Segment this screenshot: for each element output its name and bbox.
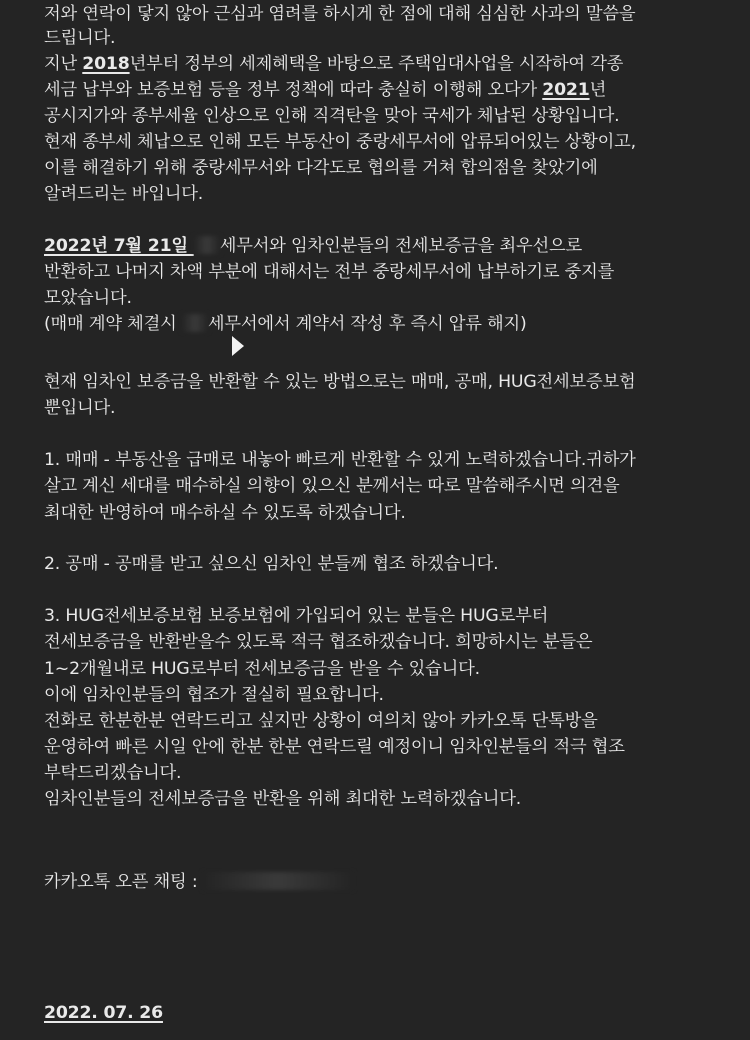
text-line: 3. HUG전세보증보험 보증보험에 가입되어 있는 분들은 HUG로부터 xyxy=(44,606,549,626)
text-line xyxy=(44,999,163,1027)
redaction-blur xyxy=(203,872,353,890)
redaction-blur xyxy=(182,314,208,332)
text-line: 2. 공매 - 공매를 받고 싶으신 임차인 분들께 협조 하겠습니다. xyxy=(44,554,499,574)
text-line: 부탁드리겠습니다. xyxy=(44,763,182,783)
text-line: 임차인분들의 전세보증금을 반환을 위해 최대한 노력하겠습니다. xyxy=(44,789,522,809)
text-line: 전화로 한분한분 연락드리고 싶지만 상황이 여의치 않아 카카오톡 단톡방을 xyxy=(44,711,598,731)
text-line: 이를 해결하기 위해 중랑세무서와 다각도로 협의를 거쳐 합의점을 찾았기에 xyxy=(44,158,598,178)
text-line: 1~2개월내로 HUG로부터 전세보증금을 받을 수 있습니다. xyxy=(44,659,480,679)
text-line: 최대한 반영하여 매수하실 수 있도록 하겠습니다. xyxy=(44,503,406,523)
text-line: 카카오톡 오픈 채팅 : xyxy=(44,868,353,896)
text-line: 뿐입니다. xyxy=(44,398,116,418)
text-line: 세금 납부와 보증보험 등을 정부 정책에 따라 충실히 이행해 오다가 2021년 xyxy=(44,80,607,100)
text-line: (매매 계약 체결시 세무서에서 계약서 작성 후 즉시 압류 해지) xyxy=(44,314,527,334)
text-line: 모았습니다. xyxy=(44,288,132,308)
text-line: 현재 임차인 보증금을 반환할 수 있는 방법으로는 매매, 공매, HUG전세보증보험 xyxy=(44,372,636,392)
text-line: 전세보증금을 반환받을수 있도록 적극 협조하겠습니다. 희망하시는 분들은 xyxy=(44,632,593,652)
text-line: 드립니다. xyxy=(44,28,116,48)
text-line: 지난 2018년부터 정부의 세제혜택을 바탕으로 주택임대사업을 시작하여 각종 xyxy=(44,54,624,74)
text-line: 저와 연락이 닿지 않아 근심과 염려를 하시게 한 점에 대해 심심한 사과의 말씀을 xyxy=(44,4,636,24)
year-2021: 2021 xyxy=(542,80,590,100)
text-line: 이에 임차인분들의 협조가 절실히 필요합니다. xyxy=(44,685,384,705)
redaction-blur xyxy=(194,236,220,254)
text-line: 2022년 7월 21일 세무서와 임차인분들의 전세보증금을 최우선으로 xyxy=(44,236,582,256)
text-line: 1. 매매 - 부동산을 급매로 내놓아 빠르게 반환할 수 있게 노력하겠습니다.귀하가 xyxy=(44,450,636,470)
document-date: 2022. 07. 26 xyxy=(44,1003,163,1023)
text-line: 알려드리는 바입니다. xyxy=(44,184,204,204)
text-line: 살고 계신 세대를 매수하실 의향이 있으신 분께서는 따로 말씀해주시면 의견을 xyxy=(44,476,620,496)
date-highlight: 2022년 7월 21일 xyxy=(44,236,194,256)
cursor-icon xyxy=(232,336,244,356)
text-line: 운영하여 빠른 시일 안에 한분 한분 연락드릴 예정이니 임차인분들의 적극 협조 xyxy=(44,737,625,757)
text-line: 반환하고 나머지 차액 부분에 대해서는 전부 중랑세무서에 납부하기로 중지를 xyxy=(44,262,615,282)
text-line: 공시지가와 종부세율 인상으로 인해 직격탄을 맞아 국세가 체납된 상황입니다. xyxy=(44,106,620,126)
text-line: 현재 종부세 체납으로 인해 모든 부동산이 중랑세무서에 압류되어있는 상황이고, xyxy=(44,132,636,152)
year-2018: 2018 xyxy=(82,54,130,74)
